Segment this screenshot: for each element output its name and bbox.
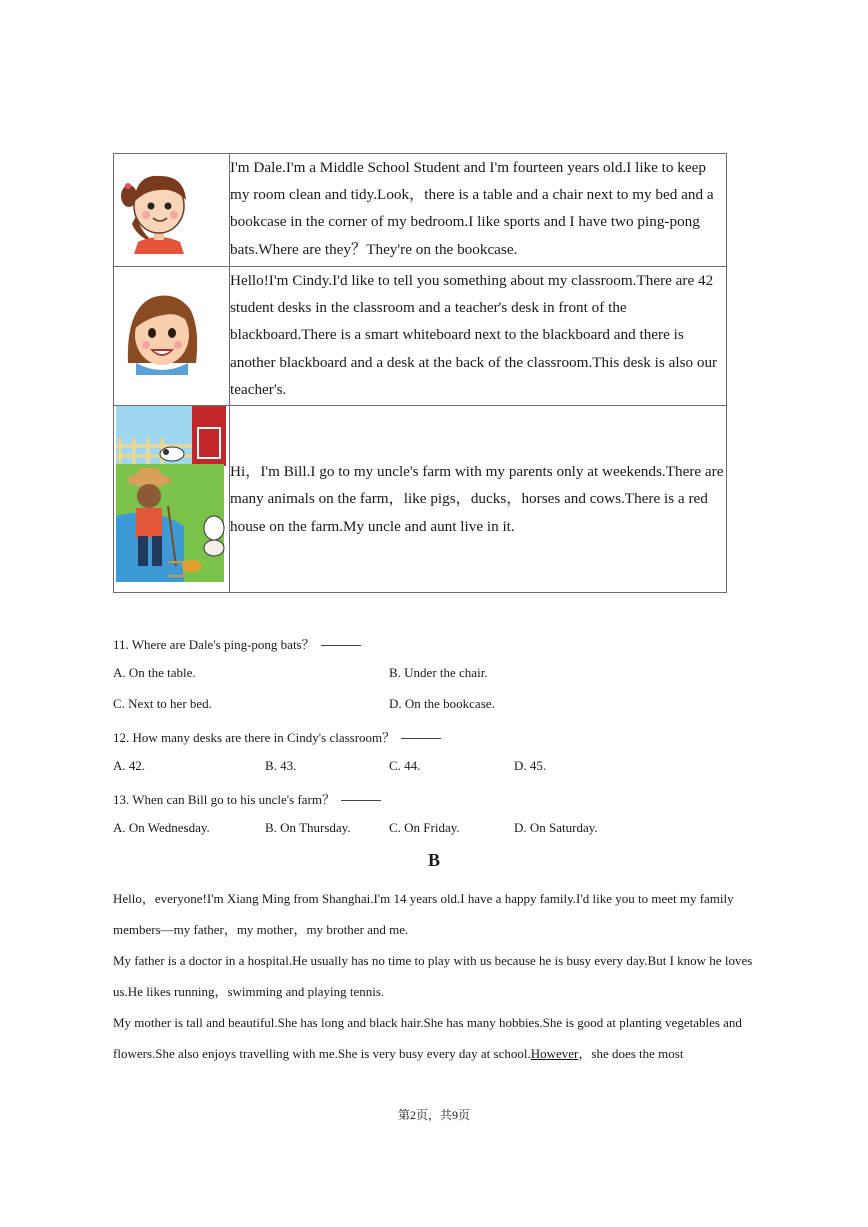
reading-text-cindy: Hello!I'm Cindy.I'd like to tell you something about my classroom.There are 42 student desks in the classroom and a teacher's desk in front of the blackboard.There is a smart whiteboard next to the blackboard and there is another blackboard and a desk at the back of the classroom.This desk is also our teacher's. [230, 267, 727, 406]
option-c[interactable]: C. 44. [389, 758, 421, 773]
question-stem: 13. When can Bill go to his uncle's farm？ [113, 792, 335, 807]
paragraph-tail: ，she does the most [578, 1046, 684, 1061]
question-stem: 12. How many desks are there in Cindy's classroom？ [113, 730, 396, 745]
reading-row-cindy [114, 267, 727, 406]
passage-paragraph: My father is a doctor in a hospital.He usually has no time to play with us because he is busy every day.But I know he loves us.He likes running，swimming and playing tennis. [113, 953, 753, 999]
reading-row-bill [114, 406, 727, 593]
reading-row-dale [114, 154, 727, 267]
question-11 [113, 634, 361, 653]
page-number: 第2页，共9页 [397, 1108, 470, 1122]
avatar-cell [114, 406, 230, 593]
answer-blank[interactable] [321, 645, 361, 646]
reading-table [113, 153, 727, 593]
reading-text-dale: I'm Dale.I'm a Middle School Student and I'm fourteen years old.I like to keep my room clean and tidy.Look，there is a table and a chair next to my bed and a bookcase in the corner of my bedroom.I like sports and I have two ping-pong bats.Where are they？They're on the bookcase. [230, 154, 727, 267]
avatar-cell [114, 267, 230, 406]
reading-text-bill: Hi，I'm Bill.I go to my uncle's farm with my parents only at weekends.There are many animals on the farm，like pigs，ducks，horses and cows.There is a red house on the farm.My uncle and aunt live in it. [230, 406, 727, 593]
option-d[interactable]: D. On Saturday. [514, 820, 598, 835]
farm-boy-icon [114, 406, 229, 582]
girl-avatar-icon [114, 154, 229, 264]
question-13 [113, 789, 381, 808]
avatar-cell [114, 154, 230, 267]
option-a[interactable]: A. 42. [113, 758, 146, 773]
option-c[interactable]: C. Next to her bed. [113, 696, 212, 711]
section-heading: B [427, 850, 440, 870]
answer-blank[interactable] [341, 800, 381, 801]
option-a[interactable]: A. On the table. [113, 665, 196, 680]
answer-blank[interactable] [401, 738, 441, 739]
option-d[interactable]: D. On the bookcase. [389, 696, 495, 711]
question-stem: 11. Where are Dale's ping-pong bats？ [113, 637, 315, 652]
option-b[interactable]: B. Under the chair. [389, 665, 488, 680]
option-b[interactable]: B. 43. [265, 758, 297, 773]
underlined-word: However [530, 1046, 579, 1061]
option-a[interactable]: A. On Wednesday. [113, 820, 210, 835]
option-b[interactable]: B. On Thursday. [265, 820, 351, 835]
option-d[interactable]: D. 45. [514, 758, 547, 773]
passage-paragraph [113, 1007, 759, 1069]
option-c[interactable]: C. On Friday. [389, 820, 460, 835]
paragraph-text: My mother is tall and beautiful.She has long and black hair.She has many hobbies.She is good at planting vegetables and flowers.She also enjoys travelling with me.She is very busy every day at school. [113, 1015, 742, 1061]
passage-paragraph: Hello，everyone!I'm Xiang Ming from Shanghai.I'm 14 years old.I have a happy family.I'd like you to meet my family members—my father，my mother，my brother and me. [113, 891, 734, 937]
question-12 [113, 727, 441, 746]
smiling-girl-icon [114, 267, 229, 403]
